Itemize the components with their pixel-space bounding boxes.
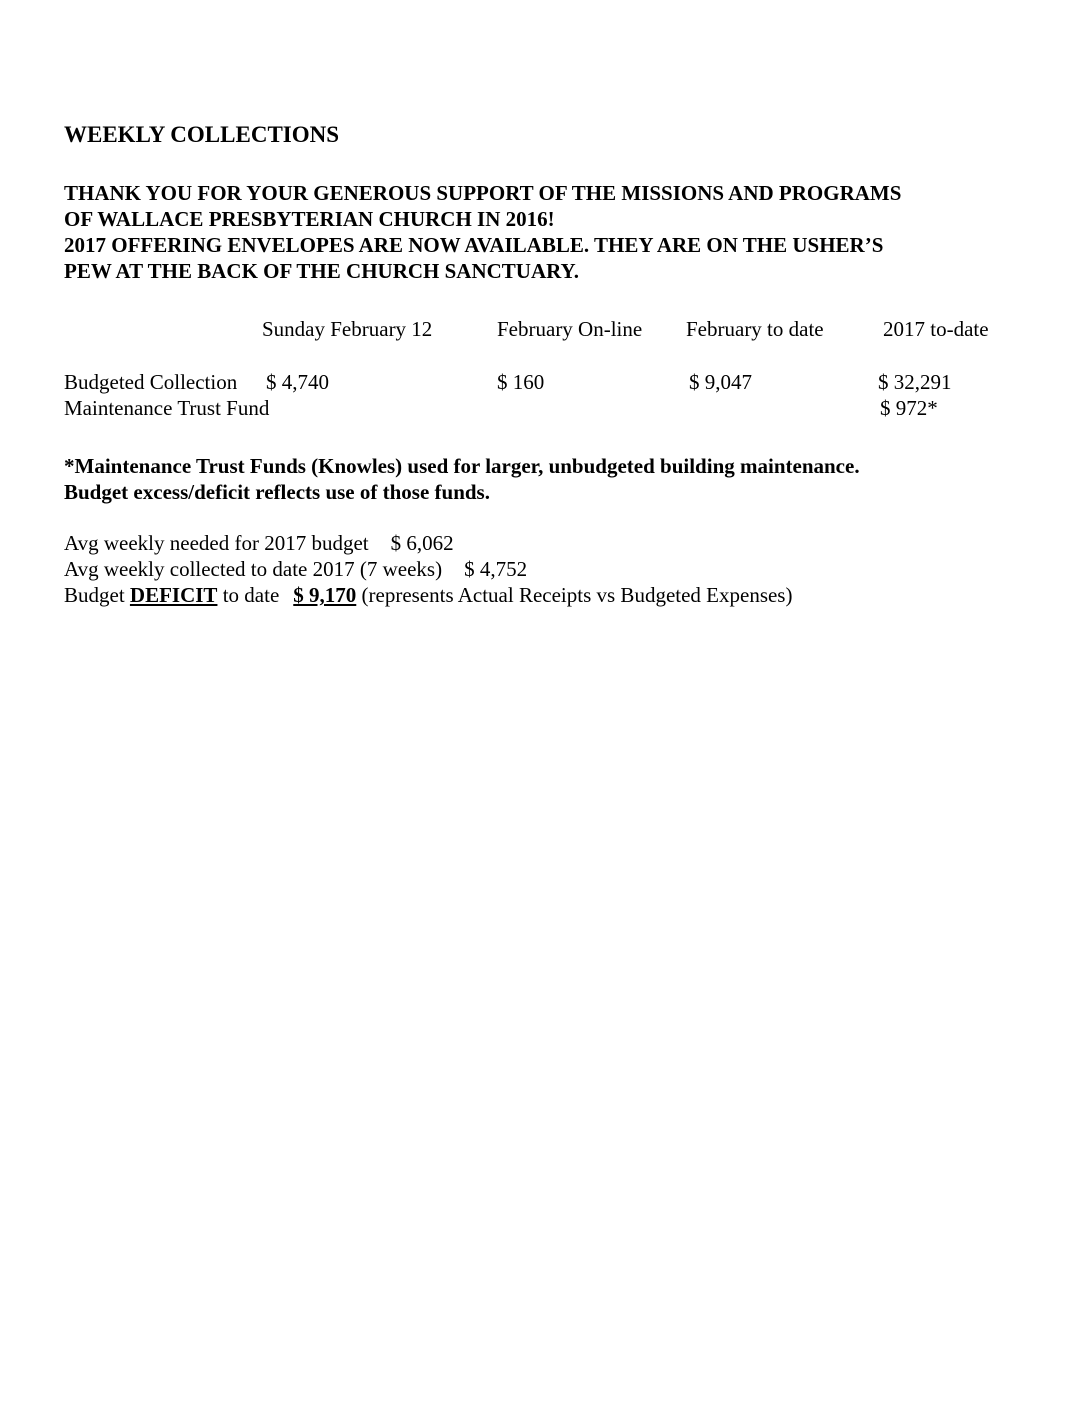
notice-line: OF WALLACE PRESBYTERIAN CHURCH IN 2016! xyxy=(64,207,555,231)
column-header-sunday: Sunday February 12 xyxy=(262,317,433,341)
notice-line: THANK YOU FOR YOUR GENEROUS SUPPORT OF THE MISSIONS AND PROGRAMS xyxy=(64,181,902,205)
deficit-prefix: Budget xyxy=(64,583,125,607)
avg-collected-line xyxy=(64,556,792,582)
cell-year-to-date: $ 972* xyxy=(880,396,938,420)
footnote-line: Budget excess/deficit reflects use of those funds. xyxy=(64,480,490,504)
row-label-budgeted-collection: Budgeted Collection xyxy=(64,370,238,394)
row-label-maintenance-trust-fund: Maintenance Trust Fund xyxy=(64,396,270,420)
notice-line: 2017 OFFERING ENVELOPES ARE NOW AVAILABLE. THEY ARE ON THE USHER’S xyxy=(64,233,884,257)
page-title: WEEKLY COLLECTIONS xyxy=(64,122,340,147)
deficit-line xyxy=(64,582,792,608)
cell-year-to-date: $ 32,291 xyxy=(878,370,952,394)
avg-needed-line xyxy=(64,530,792,556)
cell-month-to-date: $ 9,047 xyxy=(689,370,752,394)
notice-line: PEW AT THE BACK OF THE CHURCH SANCTUARY. xyxy=(64,259,580,283)
column-header-month-to-date: February to date xyxy=(686,317,824,341)
avg-collected-label: Avg weekly collected to date 2017 (7 weeks) xyxy=(64,557,443,581)
budget-summary xyxy=(64,530,792,608)
deficit-suffix: (represents Actual Receipts vs Budgeted Expenses) xyxy=(361,583,793,607)
column-header-year-to-date: 2017 to-date xyxy=(883,317,989,341)
maintenance-footnote xyxy=(64,453,860,505)
deficit-word: DEFICIT xyxy=(129,583,218,607)
cell-sunday: $ 4,740 xyxy=(266,370,329,394)
cell-online: $ 160 xyxy=(497,370,545,394)
deficit-value: $ 9,170 xyxy=(293,583,357,607)
avg-collected-value: $ 4,752 xyxy=(464,557,528,581)
deficit-middle: to date xyxy=(222,583,280,607)
column-header-online: February On-line xyxy=(497,317,643,341)
footnote-line: *Maintenance Trust Funds (Knowles) used for larger, unbudgeted building maintenance. xyxy=(64,454,860,478)
thank-you-notice xyxy=(64,180,901,284)
avg-needed-label: Avg weekly needed for 2017 budget xyxy=(64,531,369,555)
avg-needed-value: $ 6,062 xyxy=(390,531,454,555)
